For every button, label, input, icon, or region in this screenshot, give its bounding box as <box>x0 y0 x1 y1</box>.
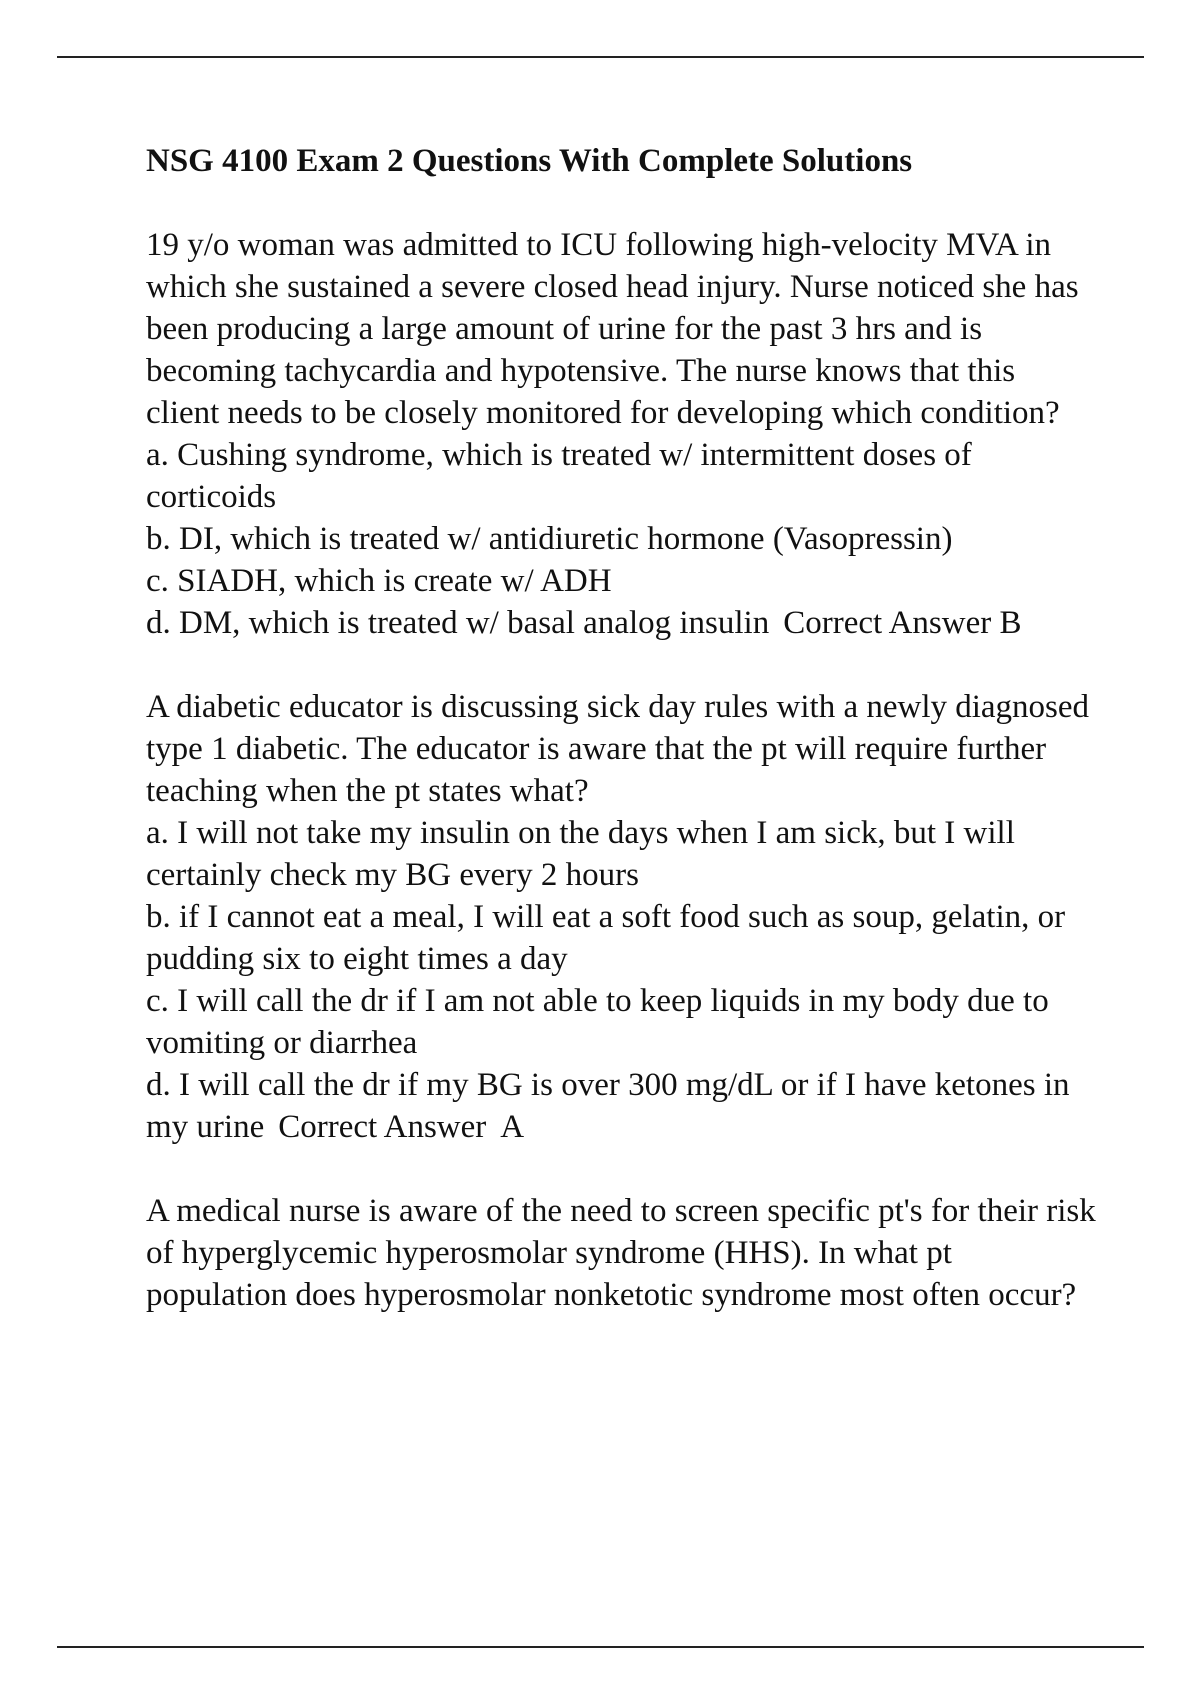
document-title: NSG 4100 Exam 2 Questions With Complete Solutions <box>146 143 913 179</box>
answer-option: c. I will call the dr if I am not able to keep liquids in my body due to vomiting or diarrhea <box>146 983 1049 1061</box>
question-1 <box>146 224 1096 644</box>
answer-option: d. I will call the dr if my BG is over 300 mg/dL or if I have ketones in my urine <box>146 1067 1070 1145</box>
question-stem: 19 y/o woman was admitted to ICU following high-velocity MVA in which she sustained a severe closed head injury. Nurse noticed she has been producing a large amount of urine for the past 3 hrs and is becoming tachycardia and hypotensive. The nurse knows that this client needs to be closely monitored for developing which condition? <box>146 227 1079 431</box>
answer-option-with-answer <box>146 602 1096 644</box>
question-3 <box>146 1190 1096 1316</box>
answer-option-with-answer <box>146 1064 1096 1148</box>
document-body <box>146 140 1096 1358</box>
answer-option: a. I will not take my insulin on the days when I am sick, but I will certainly check my BG every 2 hours <box>146 815 1015 893</box>
footer-divider <box>57 1646 1144 1648</box>
question-stem: A diabetic educator is discussing sick day rules with a newly diagnosed type 1 diabetic. The educator is aware that the pt will require further teaching when the pt states what? <box>146 689 1090 809</box>
correct-answer-label: Correct Answer <box>783 605 992 641</box>
question-2 <box>146 686 1096 1148</box>
header-divider <box>57 56 1144 58</box>
answer-option: d. DM, which is treated w/ basal analog insulin <box>146 605 770 641</box>
answer-option: c. SIADH, which is create w/ ADH <box>146 563 612 599</box>
answer-option: b. DI, which is treated w/ antidiuretic hormone (Vasopressin) <box>146 521 953 557</box>
correct-answer-value: B <box>999 605 1022 641</box>
question-stem: A medical nurse is aware of the need to screen specific pt's for their risk of hyperglycemic hyperosmolar syndrome (HHS). In what pt population does hyperosmolar nonketotic syndrome most often occur? <box>146 1193 1096 1313</box>
answer-option: a. Cushing syndrome, which is treated w/ intermittent doses of corticoids <box>146 437 972 515</box>
correct-answer-value: A <box>500 1109 525 1145</box>
correct-answer-label: Correct Answer <box>278 1109 487 1145</box>
answer-option: b. if I cannot eat a meal, I will eat a soft food such as soup, gelatin, or pudding six to eight times a day <box>146 899 1066 977</box>
